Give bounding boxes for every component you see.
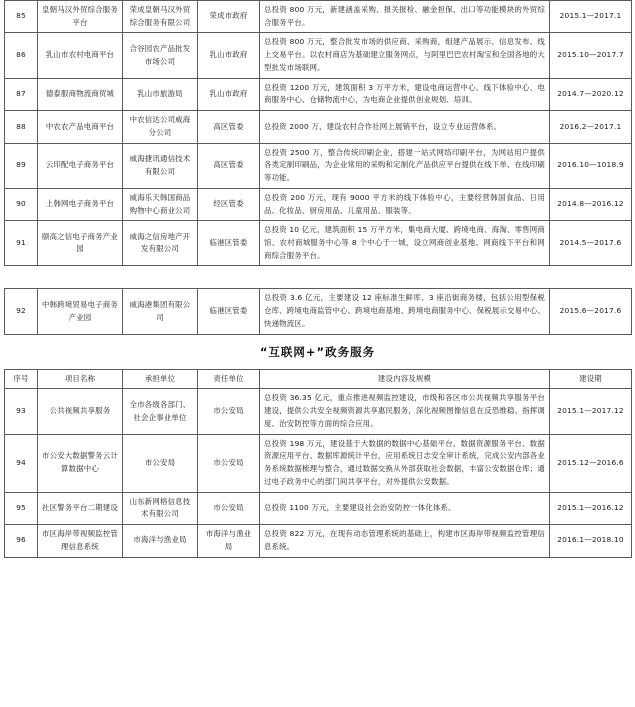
cell-seq: 94 [5, 434, 38, 492]
cell-undertaker: 全市各级各部门、社会企事业单位 [123, 389, 198, 434]
cell-seq: 90 [5, 188, 38, 220]
section-title-internet-plus-government-services: “互联网+”政务服务 [259, 344, 376, 359]
cell-responsible: 市公安局 [198, 434, 260, 492]
cell-description: 总投资 800 万元，新建涵盖采购、报关报检、融金担保、出口等功能模块的外贸综合服务平台。 [260, 1, 550, 33]
cell-undertaker: 市公安局 [123, 434, 198, 492]
cell-project-name: 德泰服商物流商贸城 [38, 78, 123, 110]
cell-seq: 85 [5, 1, 38, 33]
cell-period: 2015.1—2016.12 [550, 492, 632, 524]
column-header-responsible: 责任单位 [198, 369, 260, 389]
cell-undertaker: 山东新网格信息技术有限公司 [123, 492, 198, 524]
cell-responsible: 市公安局 [198, 389, 260, 434]
cell-description: 总投资 2000 万，建设农村合作社网上展销平台，设立专业运营体系。 [260, 111, 550, 143]
cell-period: 2014.5—2017.6 [550, 221, 632, 266]
cell-description: 总投资 10 亿元，建筑面积 15 万平方米，集电商大厦、跨境电商、海淘、零售网商馆、农村商城服务中心等 8 个中心于一城，设立网商创业基地、网商线下平台和网商综合服务平台。 [260, 221, 550, 266]
table-row [5, 289, 632, 334]
cell-seq: 86 [5, 33, 38, 78]
cell-responsible: 乳山市政府 [198, 78, 260, 110]
cell-responsible: 市海洋与渔业局 [198, 525, 260, 557]
cell-project-name: 乳山市农村电商平台 [38, 33, 123, 78]
cell-undertaker: 荣成皇朝马汉外贸综合服务有限公司 [123, 1, 198, 33]
cell-project-name: 上韩网电子商务平台 [38, 188, 123, 220]
table-row [5, 143, 632, 188]
cell-project-name: 公共视频共享服务 [38, 389, 123, 434]
table-row [5, 525, 632, 557]
cell-project-name: 云印配电子商务平台 [38, 143, 123, 188]
cell-period: 2015.12—2016.6 [550, 434, 632, 492]
cell-description: 总投资 3.6 亿元，主要建设 12 座标准生鲜库、3 座沿街商务楼，包括公用型保税仓库、跨境电商监管中心、跨境电商基地、跨境电商服务中心、保税展示交易中心、快递物流区。 [260, 289, 550, 334]
table-row [5, 111, 632, 143]
table-gap-1 [4, 266, 631, 288]
cell-period: 2016.1—2018.10 [550, 525, 632, 557]
cell-project-name: 中农农产品电商平台 [38, 111, 123, 143]
table-mid-body [5, 289, 632, 334]
cell-seq: 89 [5, 143, 38, 188]
cell-seq: 95 [5, 492, 38, 524]
cell-description: 总投资 800 万元，整合批发市场的供应商、采购商，组建产品展示、信息发布、线上交易平台。以农村商店为基础建立服务网点，与阿里巴巴农村淘宝和全国各地的大型批发市场联网。 [260, 33, 550, 78]
cell-project-name: 中韩跨境贸易电子商务产业园 [38, 289, 123, 334]
cell-period: 2015.10—2017.7 [550, 33, 632, 78]
column-header-name: 项目名称 [38, 369, 123, 389]
cell-project-name: 皇朝马汉外贸综合服务平台 [38, 1, 123, 33]
cell-seq: 93 [5, 389, 38, 434]
cell-description: 总投资 200 万元，现有 9000 平方米的线下体验中心，主要经营韩国食品、日用品、化妆品、厨房用品、儿童用品、服装等。 [260, 188, 550, 220]
cell-responsible: 经区管委 [198, 188, 260, 220]
column-header-seq: 序号 [5, 369, 38, 389]
table-bottom-body [5, 389, 632, 557]
table-header-row [5, 369, 632, 389]
cell-description: 总投资 1100 万元，主要建设社会治安防控一体化体系。 [260, 492, 550, 524]
cell-undertaker: 威海之信房地产开发有限公司 [123, 221, 198, 266]
column-header-undertaker: 承担单位 [123, 369, 198, 389]
cell-project-name: 市区海岸带视频监控管理信息系统 [38, 525, 123, 557]
cell-period: 2015.1—2017.12 [550, 389, 632, 434]
cell-seq: 91 [5, 221, 38, 266]
cell-description: 总投资 822 万元，在现有动态管理系统的基础上，构建市区海岸带视频监控管理信息系统。 [260, 525, 550, 557]
cell-responsible: 乳山市政府 [198, 33, 260, 78]
table-row [5, 221, 632, 266]
table-row [5, 389, 632, 434]
cell-undertaker: 威海捷讯通信技术有限公司 [123, 143, 198, 188]
cell-period: 2016.2—2017.1 [550, 111, 632, 143]
projects-table-mid [4, 288, 632, 334]
table-row [5, 492, 632, 524]
cell-period: 2015.6—2017.6 [550, 289, 632, 334]
cell-responsible: 荣成市政府 [198, 1, 260, 33]
projects-table-top [4, 0, 632, 266]
cell-seq: 96 [5, 525, 38, 557]
cell-description: 总投资 198 万元，建设基于大数据的数据中心基础平台、数据资源服务平台、数据资源应用平台、数据库源统计平台，应用系统日志安全审计系统，完成公安内部各业务系统数据梳理与整合，通过数据交换从外部获取社会数据，丰富公安数据仓库；通过电子政务中心的部门间共享平台，对外提供公安数据。 [260, 434, 550, 492]
cell-undertaker: 市海洋与渔业局 [123, 525, 198, 557]
cell-undertaker: 威海港集团有限公司 [123, 289, 198, 334]
cell-description: 总投资 36.35 亿元，重点推进视频监控建设，市级和各区市公共视频共享服务平台建设，提供公共安全视频资源共享惠民服务，深化视频图像信息在反恐维稳、指挥调度、治安防控等方面的综合应用。 [260, 389, 550, 434]
cell-undertaker: 合谷园农产品批发市场公司 [123, 33, 198, 78]
cell-description: 总投资 2500 万，整合传统印刷企业，搭建一站式网络印刷平台，为网站用户提供各类定制印刷品，为企业常用的采购和定制化产品供应平台提供在线下单、在线印刷等功能。 [260, 143, 550, 188]
projects-table-bottom [4, 369, 632, 558]
table-top-body [5, 1, 632, 266]
table-row [5, 434, 632, 492]
column-header-description: 建设内容及规模 [260, 369, 550, 389]
cell-responsible: 高区管委 [198, 143, 260, 188]
cell-seq: 87 [5, 78, 38, 110]
column-header-period: 建设期 [550, 369, 632, 389]
cell-responsible: 临港区管委 [198, 221, 260, 266]
cell-period: 2014.8—2016.12 [550, 188, 632, 220]
cell-project-name: 颐高之信电子商务产业园 [38, 221, 123, 266]
table-header [5, 369, 632, 389]
cell-undertaker: 乳山市旅游局 [123, 78, 198, 110]
cell-period: 2016.10—1018.9 [550, 143, 632, 188]
cell-responsible: 临港区管委 [198, 289, 260, 334]
cell-project-name: 社区警务平台二期建设 [38, 492, 123, 524]
cell-seq: 88 [5, 111, 38, 143]
table-row [5, 33, 632, 78]
cell-period: 2015.1—2017.1 [550, 1, 632, 33]
table-row [5, 1, 632, 33]
cell-period: 2014.7—2020.12 [550, 78, 632, 110]
cell-responsible: 高区管委 [198, 111, 260, 143]
cell-description: 总投资 1200 万元，建筑面积 3 万平方米，建设电商运营中心、线下体验中心、电商服务中心、仓储物流中心，为电商企业提供创业规划、培训。 [260, 78, 550, 110]
cell-project-name: 市公安大数据警务云计算数据中心 [38, 434, 123, 492]
cell-responsible: 市公安局 [198, 492, 260, 524]
table-row [5, 78, 632, 110]
cell-undertaker: 中农信达公司威海分公司 [123, 111, 198, 143]
cell-seq: 92 [5, 289, 38, 334]
table-row [5, 188, 632, 220]
cell-undertaker: 威海乐天韩国商品购物中心商业公司 [123, 188, 198, 220]
